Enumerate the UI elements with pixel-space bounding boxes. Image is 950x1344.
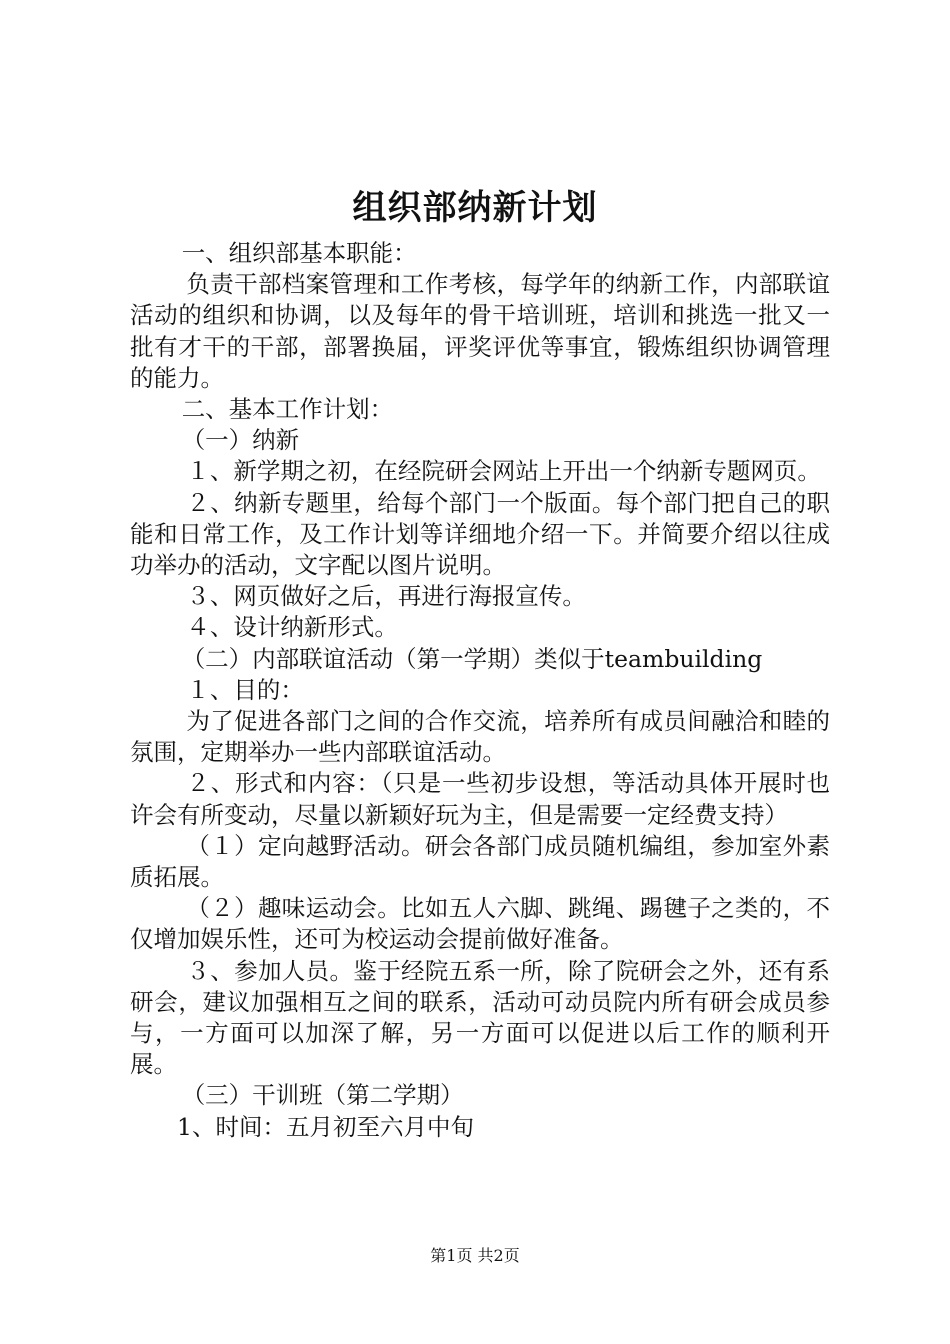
list-item-2: ２、纳新专题里，给每个部门一个版面。每个部门把自己的职能和日常工作，及工作计划等详细地介绍一下。并简要介绍以往成功举办的活动，文字配以图片说明。 [130,488,830,580]
list-item-4: ４、设计纳新形式。 [186,613,398,642]
page-footer: 第1页 共2页 [430,1246,520,1265]
paragraph-purpose: 为了促进各部门之间的合作交流，培养所有成员间融洽和睦的氛围，定期举办一些内部联谊活动。 [130,707,830,767]
list-item-1: １、新学期之初，在经院研会网站上开出一个纳新专题网页。 [186,457,821,486]
list-item-sports: （２）趣味运动会。比如五人六脚、跳绳、踢毽子之类的，不仅增加娱乐性，还可为校运动会提前做好准备。 [130,894,830,954]
list-item-3: ３、网页做好之后，再进行海报宣传。 [186,582,586,611]
section-heading-2: 二、基本工作计划： [181,395,394,424]
subsection-teambuilding: （二）内部联谊活动（第一学期）类似于teambuilding [181,644,763,673]
subsection-recruitment: （一）纳新 [181,426,300,455]
document-title: 组织部纳新计划 [352,188,598,228]
paragraph-duties: 负责干部档案管理和工作考核，每学年的纳新工作，内部联谊活动的组织和协调，以及每年的骨干培训班，培训和挑选一批又一批有才干的干部，部署换届，评奖评优等事宜，锻炼组织协调管理的能力。 [130,270,830,392]
subsection-training: （三）干训班（第二学期） [181,1081,464,1110]
list-item-format: ２、形式和内容：（只是一些初步设想，等活动具体开展时也许会有所变动，尽量以新颖好玩为主，但是需要一定经费支持） [130,769,830,829]
list-item-purpose: １、目的： [186,675,304,704]
document-body [130,238,830,1143]
list-item-orienteering: （１）定向越野活动。研会各部门成员随机编组，参加室外素质拓展。 [130,831,830,892]
section-heading-1: 一、组织部基本职能： [181,239,417,267]
list-item-participants: ３、参加人员。鉴于经院五系一所，除了院研会之外，还有系研会，建议加强相互之间的联系，活动可动员院内所有研会成员参与，一方面可以加深了解，另一方面可以促进以后工作的顺利开展。 [130,956,830,1079]
list-item-time: 1、时间：五月初至六月中旬 [177,1112,474,1141]
